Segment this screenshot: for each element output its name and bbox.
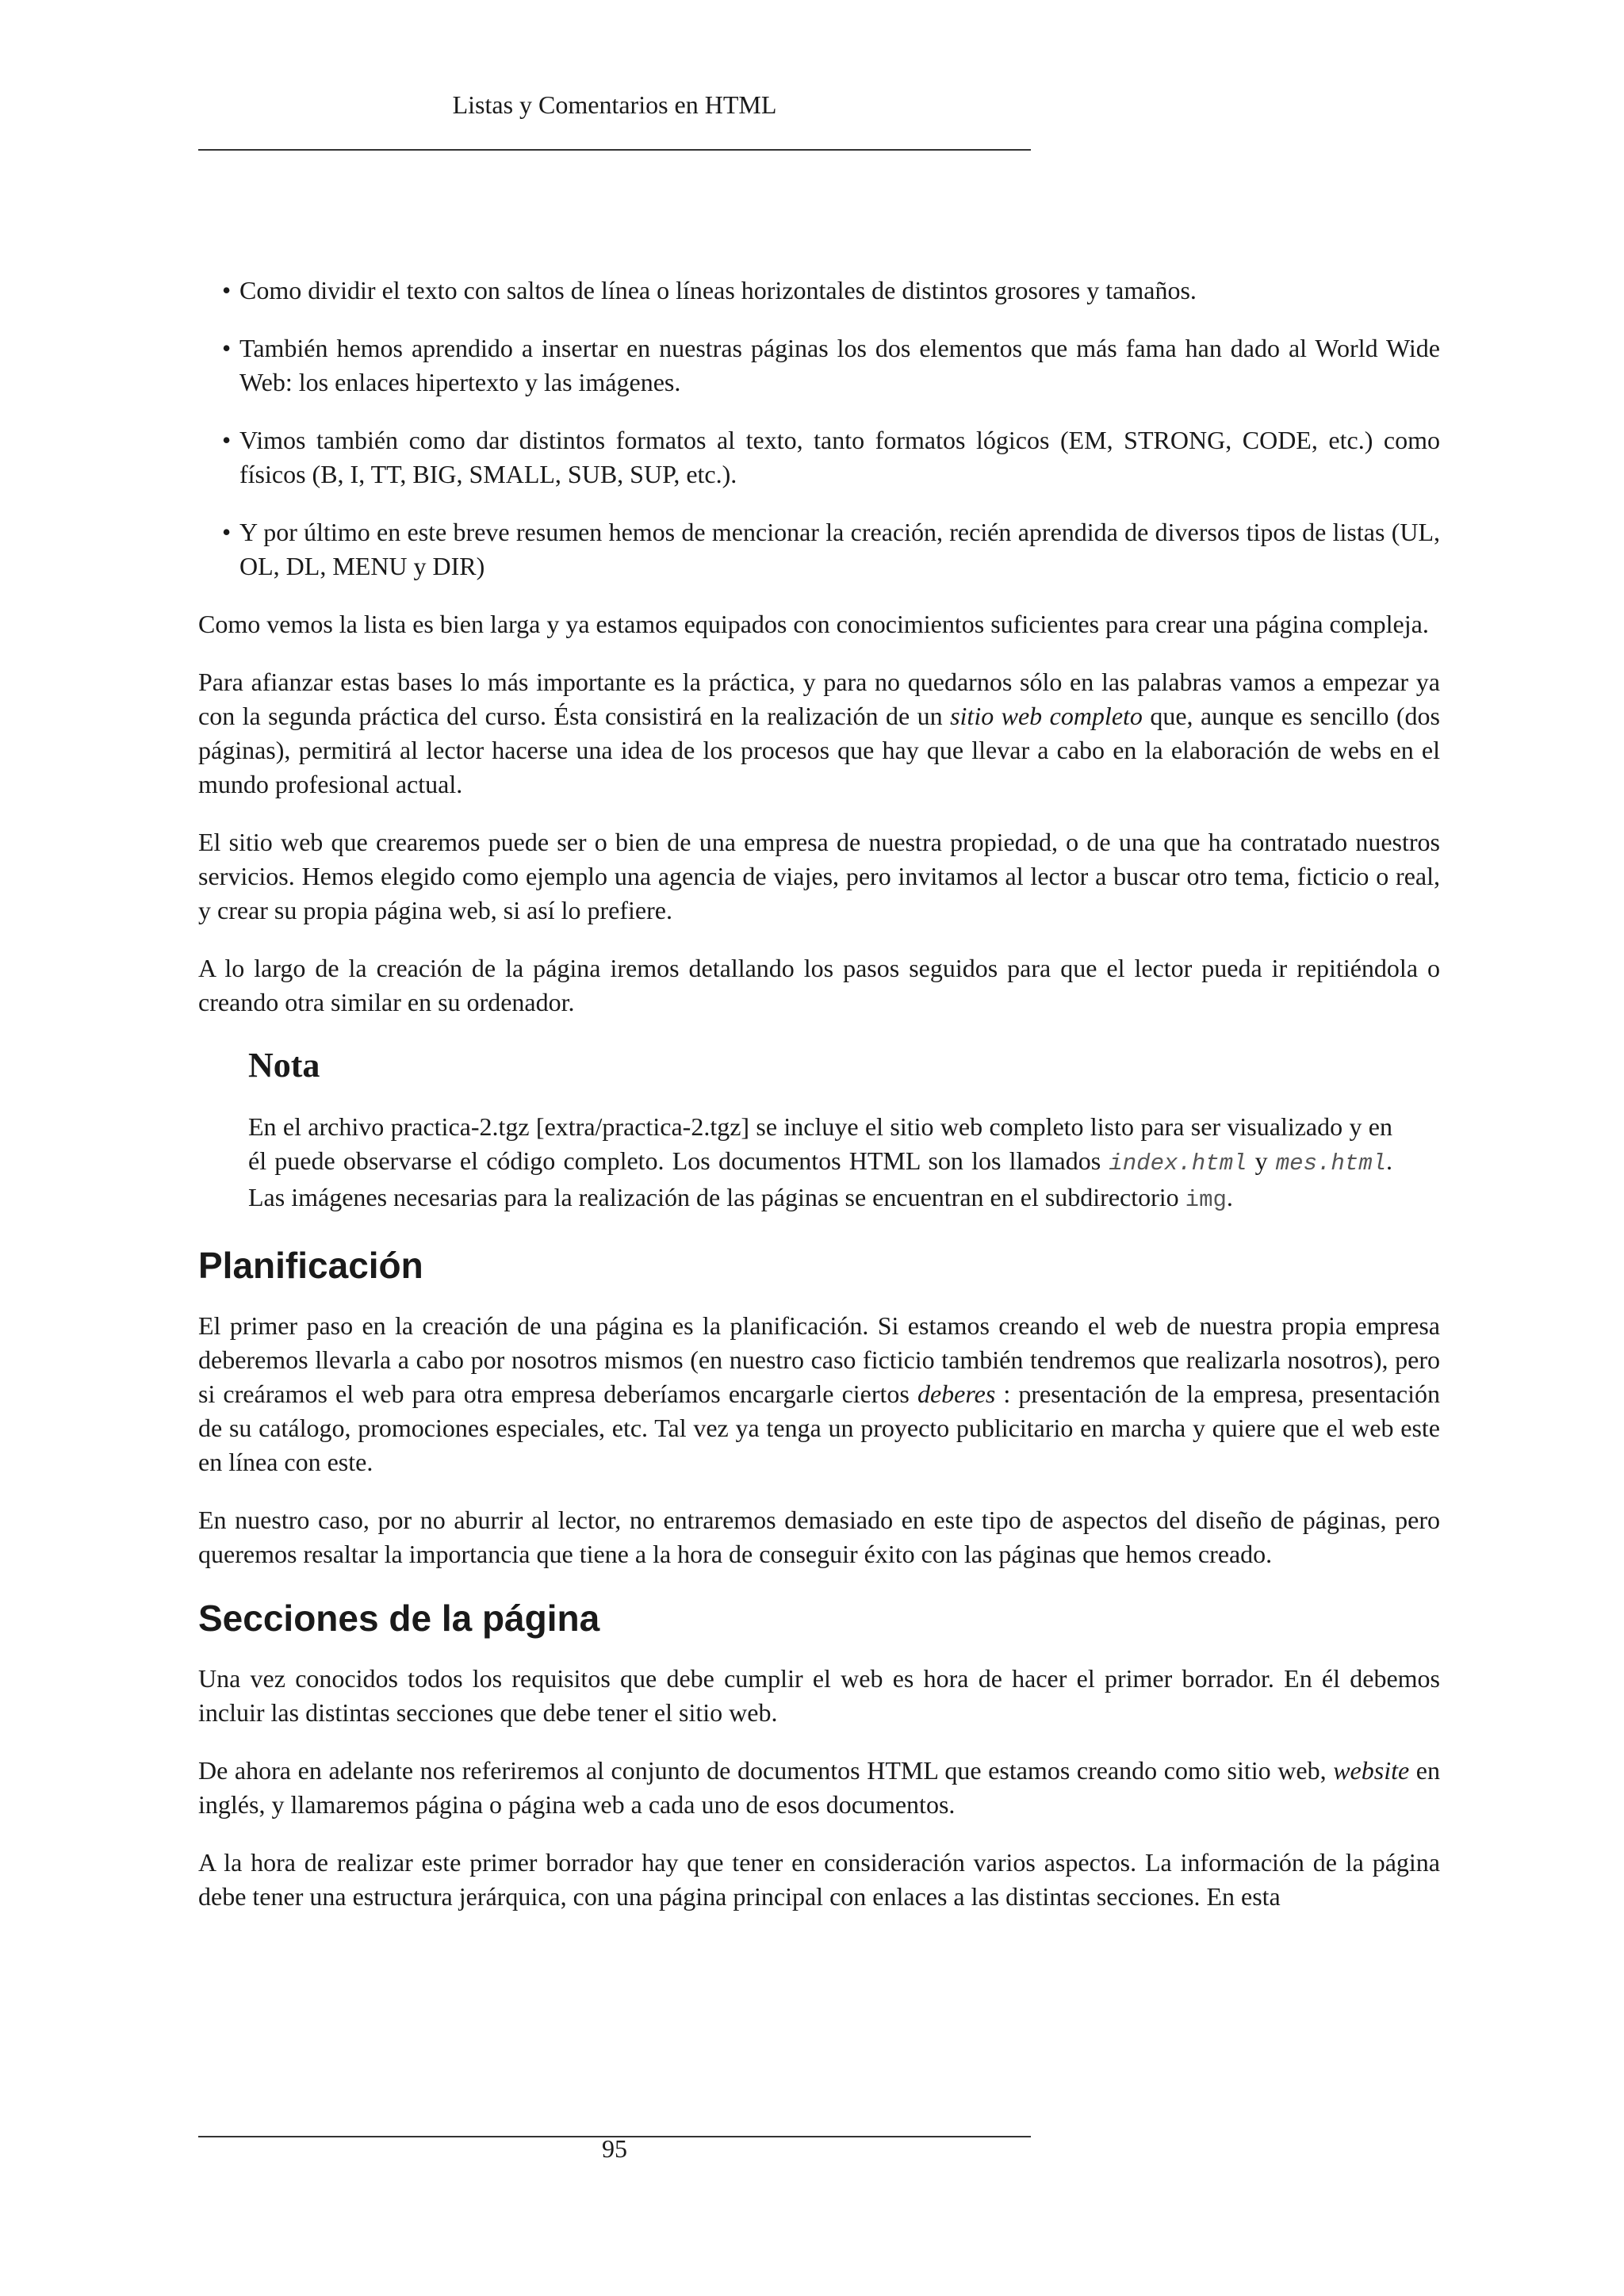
bullet-icon: •: [222, 426, 232, 454]
note-text: [248, 1110, 1392, 1217]
paragraph: A la hora de realizar este primer borrador hay que tener en consideración varios aspectos. La información de la página debe tener una estructura jerárquica, con una página principal con enlaces a las distintas secciones. En esta: [198, 1848, 1440, 1911]
summary-list: [198, 274, 1440, 584]
emphasis-text: deberes: [917, 1380, 996, 1408]
text-run: Para afianzar estas bases lo más importante es la práctica, y para no quedarnos sólo en las palabras vamos a empezar ya con la segunda práctica del curso. Ésta consistirá en la realización de un: [198, 668, 1440, 730]
note-box: [248, 1043, 1392, 1217]
list-item-text: Y por último en este breve resumen hemos de mencionar la creación, recién aprendida de diversos tipos de listas (UL, OL, DL, MENU y DIR): [239, 518, 1440, 580]
text-run: .: [1226, 1183, 1233, 1211]
text-run: De ahora en adelante nos referiremos al conjunto de documentos HTML que estamos creando como sitio web,: [198, 1756, 1334, 1785]
page-content: [198, 274, 1440, 1938]
paragraph: En nuestro caso, por no aburrir al lector, no entraremos demasiado en este tipo de aspectos del diseño de páginas, pero queremos resaltar la importancia que tiene a la hora de conseguir éxito con las páginas que hemos creado.: [198, 1506, 1440, 1568]
paragraph: [198, 665, 1440, 802]
list-item-text: Vimos también como dar distintos formatos al texto, tanto formatos lógicos (EM, STRONG, CODE, etc.) como físicos (B, I, TT, BIG, SMALL, SUB, SUP, etc.).: [239, 426, 1440, 488]
paragraph: [198, 1309, 1440, 1479]
paragraph: El sitio web que crearemos puede ser o bien de una empresa de nuestra propiedad, o de una que ha contratado nuestros servicios. Hemos elegido como ejemplo una agencia de viajes, pero invitamos al lector a buscar otro tema, ficticio o real, y crear su propia página web, si así lo prefiere.: [198, 828, 1440, 924]
text-run: que, aunque es sencillo (dos páginas), permitirá al lector hacerse una idea de los procesos que hay que llevar a cabo en la elaboración de webs en el mundo profesional actual.: [198, 702, 1441, 798]
text-run: en inglés, y llamaremos página o página web a cada uno de esos documentos.: [198, 1756, 1441, 1819]
section-title-secciones: Secciones de la página: [198, 1598, 600, 1639]
note-title: Nota: [248, 1046, 320, 1085]
list-item: [198, 515, 1440, 584]
running-header: Listas y Comentarios en HTML: [452, 90, 777, 119]
list-item: [198, 274, 1440, 308]
bullet-icon: •: [222, 276, 232, 304]
filename-mes: mes.html: [1275, 1150, 1387, 1177]
directory-name: img: [1185, 1187, 1227, 1213]
text-run: y: [1247, 1146, 1276, 1175]
section-title-planificacion: Planificación: [198, 1245, 423, 1286]
paragraph: Una vez conocidos todos los requisitos que debe cumplir el web es hora de hacer el primer borrador. En él debemos incluir las distintas secciones que debe tener el sitio web.: [198, 1664, 1440, 1727]
paragraph: [198, 1754, 1440, 1822]
filename-index: index.html: [1109, 1150, 1247, 1177]
bullet-icon: •: [222, 518, 232, 546]
paragraph: A lo largo de la creación de la página iremos detallando los pasos seguidos para que el lector pueda ir repitiéndola o creando otra similar en su ordenador.: [198, 954, 1440, 1016]
list-item: [198, 423, 1440, 492]
paragraph: Como vemos la lista es bien larga y ya estamos equipados con conocimientos suficientes para crear una página compleja.: [198, 610, 1429, 638]
emphasis-text: sitio web completo: [950, 702, 1143, 730]
list-item-text: También hemos aprendido a insertar en nuestras páginas los dos elementos que más fama han dado al World Wide Web: los enlaces hipertexto y las imágenes.: [239, 334, 1440, 396]
text-run: : presentación de la empresa, presentación de su catálogo, promociones especiales, etc. Tal vez ya tenga un proyecto publicitario en marcha y quiere que el web este en línea con este.: [198, 1380, 1441, 1476]
header-rule: [198, 149, 1031, 151]
emphasis-text: website: [1333, 1756, 1410, 1785]
bullet-icon: •: [222, 334, 232, 362]
list-item-text: Como dividir el texto con saltos de línea o líneas horizontales de distintos grosores y tamaños.: [239, 276, 1197, 304]
text-run: . Las imágenes necesarias para la realización de las páginas se encuentran en el subdirectorio: [248, 1146, 1393, 1211]
text-run: En el archivo practica-2.tgz [extra/practica-2.tgz] se incluye el sitio web completo listo para ser visualizado y en él puede observarse el código completo. Los documentos HTML son los llamados: [248, 1112, 1392, 1175]
page-number: 95: [602, 2134, 627, 2163]
text-run: El primer paso en la creación de una página es la planificación. Si estamos creando el web de nuestra propia empresa deberemos llevarla a cabo por nosotros mismos (en nuestro caso ficticio también tendremos que realizarla nosotros), pero si creáramos el web para otra empresa deberíamos encargarle ciertos: [198, 1311, 1440, 1408]
list-item: [198, 331, 1440, 400]
